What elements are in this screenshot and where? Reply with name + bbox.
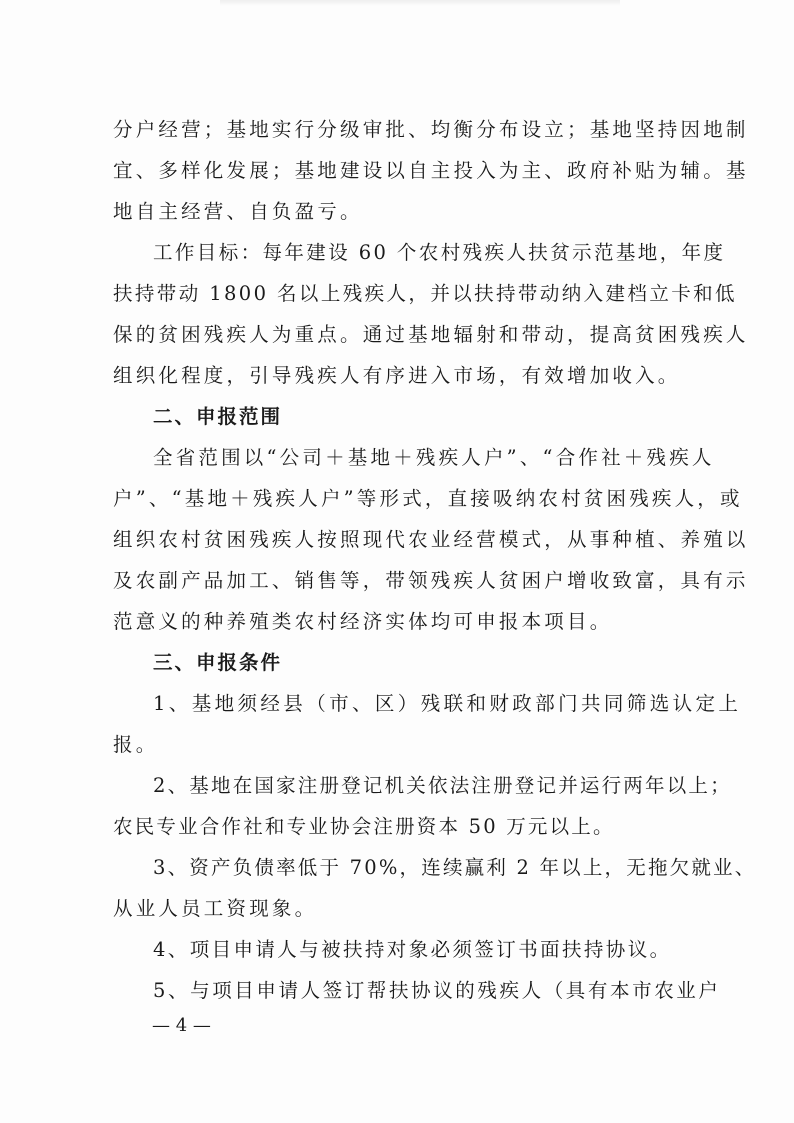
- scan-artifact: [220, 0, 620, 6]
- text-line: 地自主经营、自负盈亏。: [113, 200, 363, 223]
- text-line: 1、基地须经县（市、区）残联和财政部门共同筛选认定上: [153, 692, 742, 715]
- text-line: 从业人员工资现象。: [113, 897, 318, 920]
- text-line: 扶持带动 1800 名以上残疾人，并以扶持带动纳入建档立卡和低: [113, 282, 737, 305]
- text-line: 宜、多样化发展；基地建设以自主投入为主、政府补贴为辅。基: [113, 159, 749, 182]
- text-line: 及农副产品加工、销售等，带领残疾人贫困户增收致富，具有示: [113, 569, 749, 592]
- text-line: 分户经营；基地实行分级审批、均衡分布设立；基地坚持因地制: [113, 118, 749, 141]
- text-line: 全省范围以“公司＋基地＋残疾人户”、“合作社＋残疾人: [153, 446, 715, 469]
- page-number: — 4 —: [152, 1015, 211, 1036]
- text-line: 农民专业合作社和专业协会注册资本 50 万元以上。: [113, 815, 615, 838]
- text-line: 组织化程度，引导残疾人有序进入市场，有效增加收入。: [113, 364, 681, 387]
- text-line: 范意义的种养殖类农村经济实体均可申报本项目。: [113, 610, 613, 633]
- text-line: 工作目标：每年建设 60 个农村残疾人扶贫示范基地，年度: [153, 241, 726, 264]
- section-heading: 三、申报条件: [153, 651, 283, 674]
- text-line: 组织农村贫困残疾人按照现代农业经营模式，从事种植、养殖以: [113, 528, 749, 551]
- text-line: 2、基地在国家注册登记机关依法注册登记并运行两年以上；: [153, 774, 732, 797]
- text-line: 5、与项目申请人签订帮扶协议的残疾人（具有本市农业户: [153, 979, 721, 1002]
- text-line: 4、项目申请人与被扶持对象必须签订书面扶持协议。: [153, 938, 672, 961]
- text-line: 保的贫困残疾人为重点。通过基地辐射和带动，提高贫困残疾人: [113, 323, 749, 346]
- text-line: 报。: [113, 733, 159, 756]
- section-heading: 二、申报范围: [153, 405, 283, 428]
- text-line: 户”、“基地＋残疾人户”等形式，直接吸纳农村贫困残疾人，或: [113, 487, 743, 510]
- text-line: 3、资产负债率低于 70%，连续赢利 2 年以上，无拖欠就业、: [153, 856, 757, 879]
